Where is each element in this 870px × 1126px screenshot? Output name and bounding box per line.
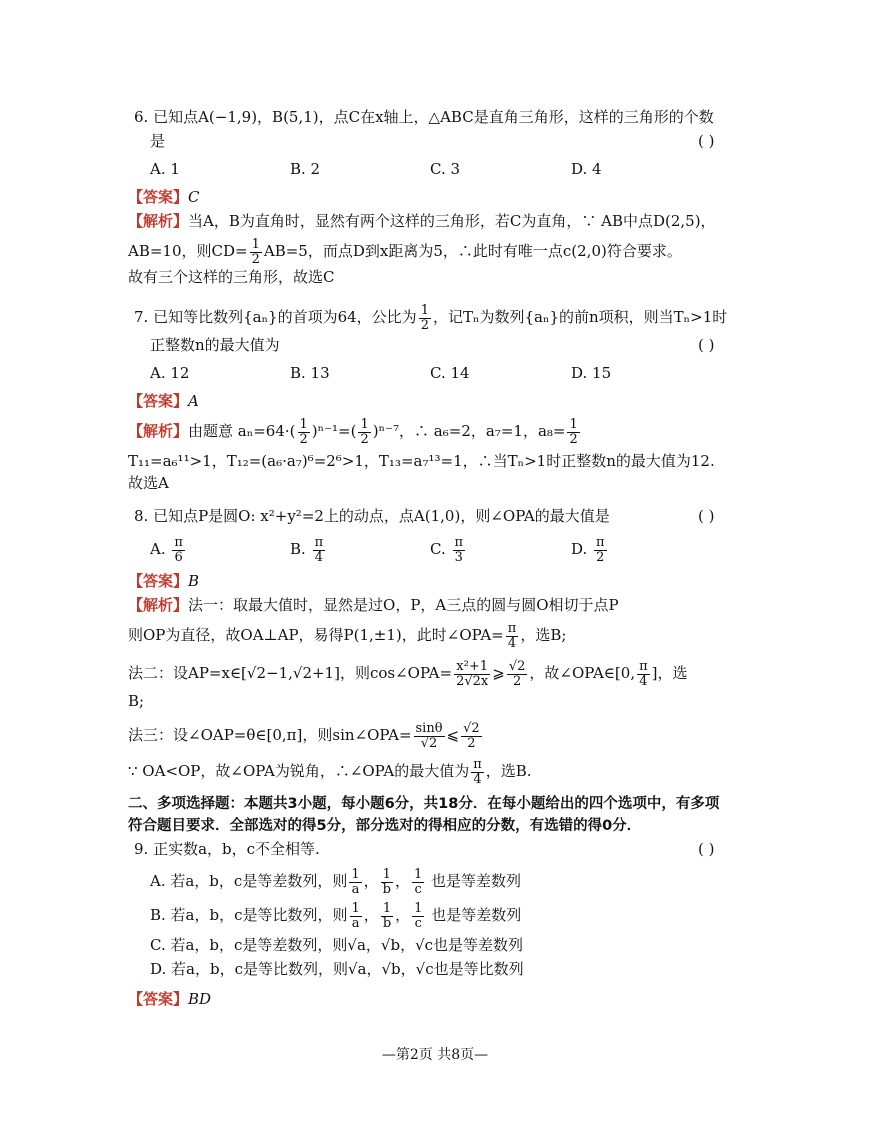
q6-option-c: C. 3 xyxy=(430,160,461,178)
q9-option-b: B. 若a，b，c是等比数列，则 $\frac{1}{a}$ ， $\frac{1}{b}$ ， $\frac{1}{c}$ 也是等差数列 xyxy=(150,901,522,931)
frac-den: 4 xyxy=(639,673,648,689)
fraction xyxy=(313,536,326,564)
fraction xyxy=(381,868,393,896)
q6-analysis-text2b: AB=5，而点D到x距离为5，∴此时有唯一点c(2,0)符合要求。 xyxy=(263,242,682,261)
frac-num: 1 xyxy=(569,417,578,432)
q9-option-a-post: 也是等差数列 xyxy=(431,872,522,891)
analysis-tag: 【解析】 xyxy=(128,422,189,441)
q8-method3-pre: 法三：设∠OAP=θ∈[0,π]，则sin∠OPA= xyxy=(128,726,412,745)
q7-analysis-mid2: )ⁿ⁻⁷，∴ a₆=2，a₇=1，a₈= xyxy=(372,422,566,441)
frac-num: 1 xyxy=(251,237,260,252)
q8-option-b xyxy=(290,536,327,564)
fraction xyxy=(637,660,650,688)
frac-num: √2 xyxy=(463,721,480,736)
q7-option-a: A. 12 xyxy=(150,364,190,382)
q9-answer-line xyxy=(128,988,211,1010)
q8-analysis-line3 xyxy=(128,660,688,688)
fraction xyxy=(419,304,431,332)
fraction xyxy=(298,418,310,446)
frac-num: π xyxy=(596,535,605,550)
q8-analysis-line2 xyxy=(128,622,566,650)
interval-right: ] xyxy=(651,664,658,683)
frac-num: π xyxy=(314,535,324,550)
q7-stem-line2: 正整数n的最大值为 xyxy=(150,336,280,354)
option-label: C. xyxy=(430,540,446,559)
q6-analysis-text1: 当A，B为直角时，显然有两个这样的三角形，若C为直角，∵ AB中点D(2,5)， xyxy=(188,212,716,230)
analysis-tag: 【解析】 xyxy=(128,212,189,230)
option-label: B. xyxy=(290,540,306,559)
q7-analysis-pre: 由题意 aₙ=64·( xyxy=(188,422,296,441)
q6-stem-line1: 6. 已知点A(−1,9)，B(5,1)，点C在x轴上，△ABC是直角三角形，这样的三角形的个数 xyxy=(134,108,714,126)
frac-num: x²+1 xyxy=(454,660,490,675)
interval-left: [0, xyxy=(614,664,636,683)
frac-num: 1 xyxy=(299,417,308,432)
frac-num: 1 xyxy=(414,901,423,916)
q8-method1: 法一：取最大值时，显然是过O，P，A三点的圆与圆O相切于点P xyxy=(188,596,619,614)
frac-num: π xyxy=(639,659,648,674)
geq-sign: ⩾ xyxy=(492,664,505,683)
frac-num: 1 xyxy=(351,901,360,916)
fraction xyxy=(349,868,361,896)
q6-option-d: D. 4 xyxy=(571,160,602,178)
frac-num: 1 xyxy=(351,867,360,882)
q9-stem: 9. 正实数a，b，c不全相等. xyxy=(134,840,320,858)
q6-answer-line xyxy=(128,186,200,208)
fraction xyxy=(250,238,262,266)
q8-method1b-pre: 则OP为直径，故OA⊥AP，易得P(1,±1)，此时∠OPA= xyxy=(128,626,504,645)
q8-stem: 8. 已知点P是圆O: x²+y²=2上的动点，点A(1,0)，则∠OPA的最大值是 xyxy=(134,507,610,525)
q8-analysis-line4: B; xyxy=(128,692,145,710)
q7-answer-line xyxy=(128,390,199,412)
frac-den: 2 xyxy=(512,673,522,689)
frac-den: 4 xyxy=(314,549,323,565)
q9-option-a: A. 若a，b，c是等差数列，则 $\frac{1}{a}$ ， $\frac{1}{b}$ ， $\frac{1}{c}$ 也是等差数列 xyxy=(150,867,522,897)
frac-den: √2 xyxy=(420,735,438,751)
q7-answer-paren: ( ) xyxy=(698,336,715,354)
q8-method2-post: ，选 xyxy=(657,664,688,683)
frac-num: π xyxy=(473,757,482,772)
q6-analysis-line1 xyxy=(128,210,716,232)
q9-answer-paren: ( ) xyxy=(698,840,715,858)
q8-method2-pre: 法二：设AP=x∈[√2−1,√2+1]，则cos∠OPA= xyxy=(128,664,453,683)
q6-analysis-text2a: AB=10，则CD= xyxy=(128,242,248,261)
option-label: A. xyxy=(150,540,166,559)
frac-num: 1 xyxy=(381,902,393,917)
q6-answer-paren: ( ) xyxy=(698,132,715,150)
q8-answer-paren: ( ) xyxy=(698,507,715,525)
q7-stem-post: ，记Tₙ为数列{aₙ}的前n项积，则当Tₙ>1时 xyxy=(432,308,728,327)
q8-option-c xyxy=(430,536,467,564)
q9-answer: BD xyxy=(188,990,212,1008)
frac-num: √2 xyxy=(508,659,526,674)
section2-heading-line2: 符合题目要求．全部选对的得5分，部分选对的得相应的分数，有选错的得0分． xyxy=(128,818,642,834)
frac-den: 2 xyxy=(467,735,476,751)
q8-method2-mid: ，故∠OPA∈ xyxy=(529,664,615,683)
answer-tag: 【答案】 xyxy=(128,572,189,590)
q7-option-b: B. 13 xyxy=(290,364,330,382)
q6-stem-line2: 是 xyxy=(150,132,166,150)
q7-analysis-line2: T₁₁=a₆¹¹>1，T₁₂=(a₆·a₇)⁶=2⁶>1，T₁₃=a₇¹³=1，∴当Tₙ>1时正整数n的最大值为12. xyxy=(128,452,715,470)
q7-answer: A xyxy=(188,392,199,410)
q8-method1b-post: ，选B; xyxy=(520,626,567,645)
frac-num: 1 xyxy=(360,417,369,432)
frac-den: 2 xyxy=(420,317,429,333)
q9-option-b-pre: B. 若a，b，c是等比数列，则 xyxy=(150,906,348,925)
answer-tag: 【答案】 xyxy=(128,188,189,206)
q8-option-d xyxy=(571,536,609,564)
fraction xyxy=(414,722,445,750)
frac-den: 4 xyxy=(507,635,517,651)
frac-num: 1 xyxy=(413,867,423,882)
q9-option-b-post: 也是等差数列 xyxy=(431,906,522,925)
q9-option-d: D. 若a，b，c是等比数列，则√a，√b，√c也是等比数列 xyxy=(150,960,524,978)
frac-den: 2 xyxy=(360,431,369,447)
leq-sign: ⩽ xyxy=(446,726,460,745)
frac-num: sinθ xyxy=(415,721,443,736)
fraction xyxy=(567,418,579,446)
q8-analysis-line1 xyxy=(128,594,619,616)
fraction xyxy=(172,536,185,564)
analysis-tag: 【解析】 xyxy=(128,596,189,614)
page-footer: —第2页 共8页— xyxy=(381,1047,489,1063)
fraction xyxy=(461,722,482,750)
q8-conclusion-post: ，选B. xyxy=(485,762,532,781)
frac-den: 2 xyxy=(596,549,605,565)
fraction xyxy=(358,418,370,446)
frac-den: 2 xyxy=(569,431,578,447)
frac-den: 4 xyxy=(473,771,482,787)
fraction xyxy=(506,622,519,650)
q7-stem-line1 xyxy=(134,304,727,332)
q9-option-c: C. 若a，b，c是等差数列，则√a，√b，√c也是等差数列 xyxy=(150,936,524,954)
fraction xyxy=(381,902,393,930)
option-label: D. xyxy=(571,540,588,559)
frac-den: 2 xyxy=(299,431,308,447)
frac-num: 1 xyxy=(381,868,393,883)
frac-den: 6 xyxy=(174,549,183,565)
q8-answer: B xyxy=(188,572,200,590)
frac-num: π xyxy=(454,535,464,550)
q8-analysis-line6 xyxy=(128,758,532,786)
q8-conclusion-pre: ∵ OA<OP，故∠OPA为锐角，∴∠OPA的最大值为 xyxy=(128,762,470,781)
section2-heading-line1: 二、多项选择题：本题共3小题，每小题6分，共18分．在每小题给出的四个选项中，有多项 xyxy=(128,796,720,812)
q7-analysis-mid: )ⁿ⁻¹=( xyxy=(311,422,357,441)
frac-den: a xyxy=(351,915,360,931)
frac-den: c xyxy=(414,915,422,931)
fraction xyxy=(507,660,528,688)
frac-num: π xyxy=(174,535,183,550)
frac-den: b xyxy=(382,881,391,897)
q8-answer-line xyxy=(128,570,199,592)
q6-option-b: B. 2 xyxy=(290,160,321,178)
fraction xyxy=(412,868,424,896)
q7-analysis-line1 xyxy=(128,418,582,446)
q9-option-a-pre: A. 若a，b，c是等差数列，则 xyxy=(150,872,348,891)
frac-den: 3 xyxy=(454,549,463,565)
q6-analysis-line3: 故有三个这样的三角形，故选C xyxy=(128,268,335,286)
q6-answer: C xyxy=(188,188,200,206)
fraction xyxy=(453,536,466,564)
q7-analysis-line3: 故选A xyxy=(128,474,169,492)
frac-den: c xyxy=(414,881,422,897)
frac-den: b xyxy=(382,915,392,931)
frac-den: a xyxy=(351,881,360,897)
frac-num: 1 xyxy=(420,303,429,318)
q7-stem-pre: 7. 已知等比数列{aₙ}的首项为64，公比为 xyxy=(134,308,417,327)
fraction xyxy=(350,902,362,930)
q7-option-d: D. 15 xyxy=(571,364,612,382)
fraction xyxy=(412,902,424,930)
fraction xyxy=(594,536,607,564)
q8-option-a xyxy=(150,536,187,564)
answer-tag: 【答案】 xyxy=(128,990,189,1008)
frac-den: 2√2x xyxy=(456,673,489,689)
frac-num: π xyxy=(507,621,517,636)
q6-option-a: A. 1 xyxy=(150,160,180,178)
frac-den: 2 xyxy=(251,251,260,267)
q7-option-c: C. 14 xyxy=(430,364,470,382)
fraction xyxy=(454,660,490,688)
answer-tag: 【答案】 xyxy=(128,392,189,410)
fraction xyxy=(471,758,484,786)
q8-analysis-line5 xyxy=(128,722,484,750)
q6-analysis-line2 xyxy=(128,238,682,266)
